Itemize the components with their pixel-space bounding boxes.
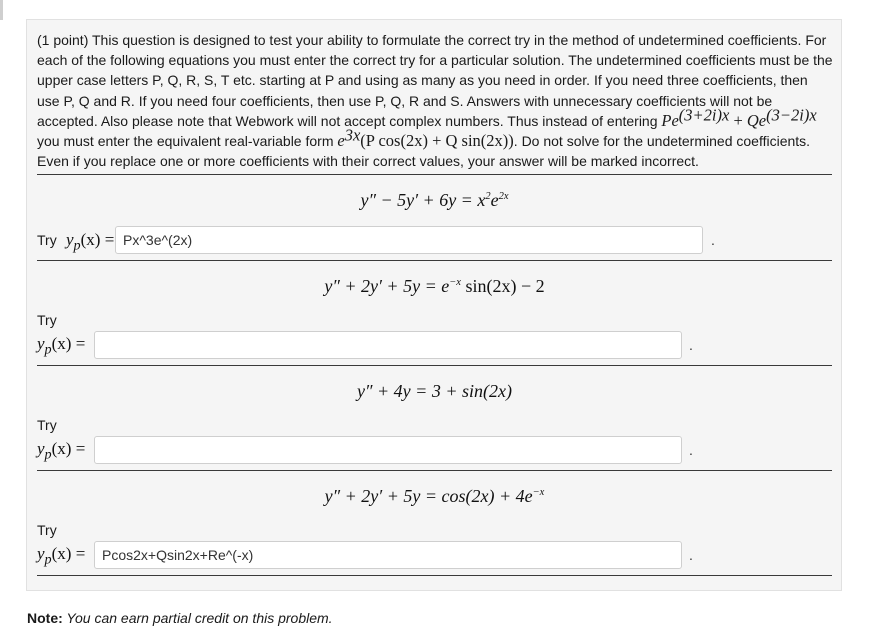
yp-label-4 (37, 544, 85, 568)
complex-plus: + (729, 110, 747, 130)
try-label-4: Try (37, 522, 57, 538)
complex-form-b: Qe (746, 110, 767, 130)
period-1: . (711, 232, 715, 248)
equation-2-mid: sin(2x) − 2 (460, 276, 545, 296)
equation-1-sup2: 2x (498, 191, 509, 202)
answer-input-3[interactable] (94, 436, 682, 464)
left-edge-bar (0, 0, 3, 20)
equation-3-lhs: y″ + 4y = 3 + sin(2x) (357, 381, 512, 401)
period-4: . (689, 547, 693, 563)
period-3: . (689, 442, 693, 458)
equation-4-sup1: −x (532, 487, 545, 498)
yp-arg: (x) = (80, 230, 115, 249)
answer-input-1[interactable] (115, 226, 703, 254)
try-label-1: Try (37, 232, 57, 248)
yp-arg: (x) = (51, 334, 86, 353)
yp-y: y (37, 439, 45, 458)
note-label: Note: (27, 610, 63, 626)
try-label-2: Try (37, 312, 57, 328)
problem-statement (37, 30, 833, 171)
divider (37, 365, 832, 366)
points-label: (1 point) (37, 32, 89, 48)
yp-sub: p (44, 551, 52, 568)
divider (37, 575, 832, 576)
equation-3 (37, 381, 832, 402)
intro-text-1: This question is designed to test your ability to formulate the correct try in the method of undetermined coefficients. For each of the following equations you must enter the correct try for a particular solution. The undetermined coefficients must be the upper case letters P, Q, R, S, T etc. starting at P and using as many as you need in order. If you need three coefficients, then use P, Q and R. If you need four coefficients, then use P, Q, R and S. Answers with unnecessary coefficients will not be accepted. Also please note that Webwork will not accept complex numbers. Thus instead of entering (37, 32, 833, 129)
equation-4-lhs: y″ + 2y′ + 5y = cos(2x) + 4e (324, 486, 533, 506)
divider (37, 174, 832, 175)
yp-label-2 (37, 334, 85, 358)
yp-arg: (x) = (51, 544, 86, 563)
intro-text-2: you must enter the equivalent real-variable form (37, 133, 338, 150)
yp-label-1 (66, 230, 114, 254)
yp-label-3 (37, 439, 85, 463)
divider (37, 470, 832, 471)
complex-exp-a: (3+2i)x (678, 105, 730, 125)
equation-1-lhs: y″ − 5y′ + 6y = x (360, 190, 486, 210)
complex-exp-b: (3−2i)x (766, 105, 817, 125)
equation-1-sup1: 2 (485, 191, 491, 202)
divider (37, 260, 832, 261)
answer-input-4[interactable] (94, 541, 682, 569)
equation-2-sup1: −x (449, 277, 461, 288)
yp-y: y (37, 544, 45, 563)
yp-arg: (x) = (51, 439, 86, 458)
real-form: e (337, 131, 345, 151)
equation-4 (37, 486, 832, 507)
yp-sub: p (44, 341, 52, 358)
equation-2 (37, 276, 832, 297)
answer-input-2[interactable] (94, 331, 682, 359)
real-exp: 3x (344, 125, 361, 145)
note-text: You can earn partial credit on this problem. (62, 610, 333, 626)
intro-text-3: . Do not solve for the undetermined coefficients. Even if you replace one or more coefficients with their correct values, your answer will be marked incorrect. (37, 133, 811, 170)
equation-1-mid: e (490, 190, 499, 210)
yp-y: y (37, 334, 45, 353)
try-label-3: Try (37, 417, 57, 433)
yp-sub: p (44, 446, 52, 463)
period-2: . (689, 337, 693, 353)
equation-2-lhs: y″ + 2y′ + 5y = e (324, 276, 450, 296)
equation-1 (37, 190, 832, 211)
complex-form-a: Pe (661, 110, 679, 130)
yp-y: y (66, 230, 74, 249)
yp-sub: p (73, 237, 81, 254)
real-rest: (P cos(2x) + Q sin(2x)) (360, 131, 514, 151)
problem-panel (26, 19, 842, 591)
